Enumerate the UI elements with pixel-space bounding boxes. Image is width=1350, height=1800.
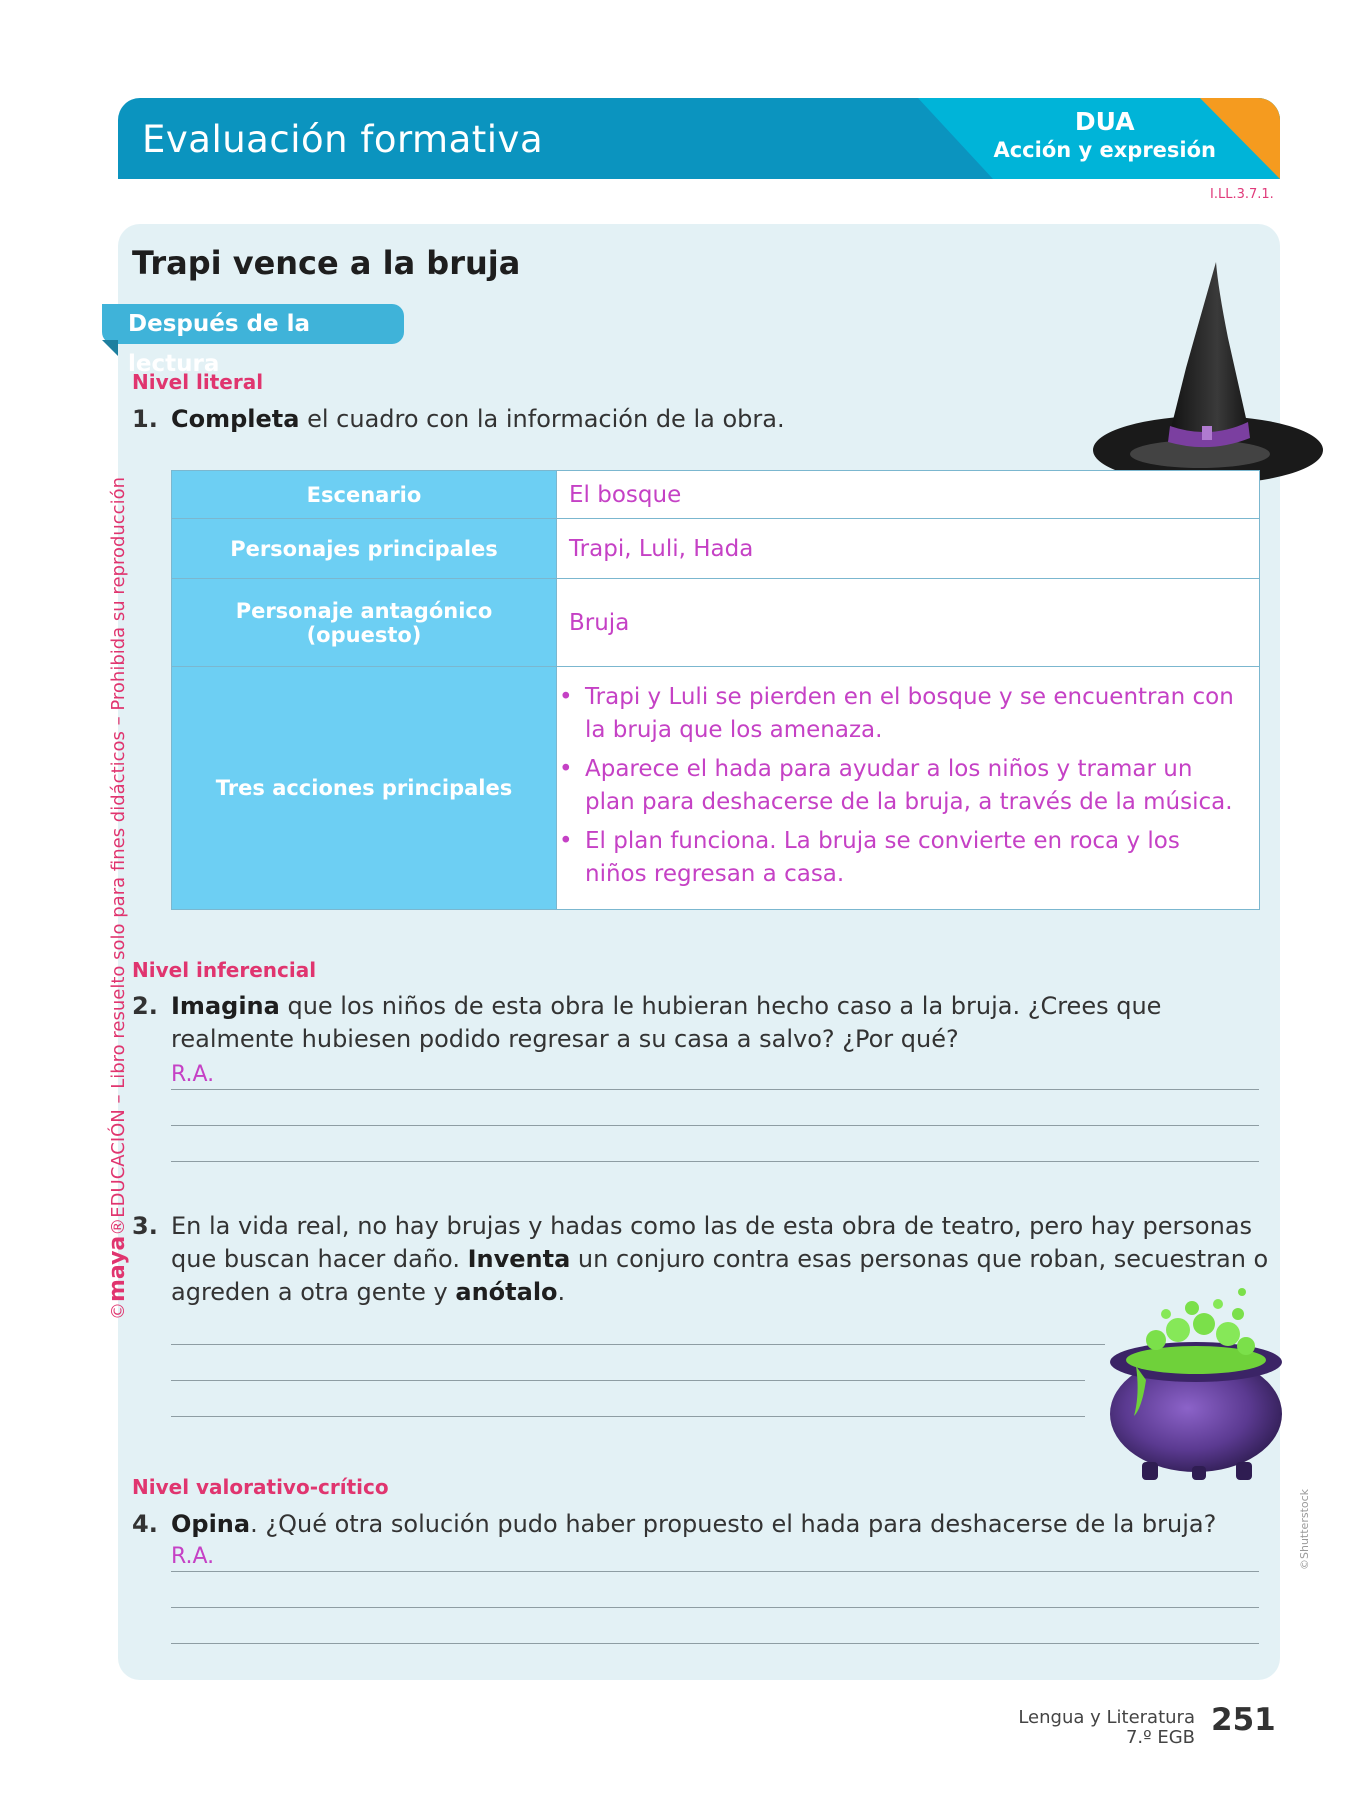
question-number: 3. (132, 1212, 158, 1240)
q4-answer[interactable]: R.A. (171, 1544, 215, 1569)
list-item: • Trapi y Luli se pierden en el bosque y se encuentran con la bruja que los amenaza. (585, 681, 1247, 747)
copyright-symbol: © (108, 1302, 129, 1320)
witch-hat-icon (1090, 258, 1330, 488)
level-inferencial: Nivel inferencial (132, 958, 317, 982)
q3-verb-2: anótalo (455, 1278, 558, 1306)
answer-line[interactable] (171, 1161, 1259, 1162)
page-title: Evaluación formativa (142, 118, 544, 161)
dua-subtitle: Acción y expresión (993, 138, 1216, 162)
question-number: 2. (132, 992, 158, 1020)
question-2 (132, 990, 1272, 1056)
answer-line[interactable] (171, 1643, 1259, 1644)
answer-antagonico[interactable]: Bruja (557, 579, 1260, 667)
answer-line[interactable] (171, 1416, 1085, 1417)
list-item: • El plan funciona. La bruja se convierte en roca y los niños regresan a casa. (585, 825, 1247, 891)
q4-verb: Opina (171, 1510, 251, 1538)
cauldron-icon (1096, 1284, 1310, 1484)
q2-text: que los niños de esta obra le hubieran hecho caso a la bruja. ¿Crees que realmente hubiesen podido regresar a su casa a salvo? ¿Por qué? (171, 992, 1162, 1053)
actions-list (557, 667, 1259, 909)
answer-line[interactable] (171, 1380, 1085, 1381)
q3-verb-1: Inventa (467, 1245, 571, 1273)
grade-label: 7.º EGB (1125, 1727, 1195, 1748)
answer-acciones[interactable] (557, 667, 1260, 910)
publisher-logo: maya (105, 1235, 130, 1302)
question-number: 4. (132, 1510, 158, 1538)
subject-name: Lengua y Literatura (1018, 1707, 1195, 1728)
answer-line[interactable] (171, 1125, 1259, 1126)
list-item: • Aparece el hada para ayudar a los niños y tramar un plan para deshacerse de la bruja, a través de la música. (585, 753, 1247, 819)
tab-fold (102, 340, 118, 356)
question-number: 1. (132, 405, 158, 433)
row-label-antagonico: Personaje antagónico (opuesto) (172, 579, 557, 667)
page-number: 251 (1211, 1702, 1276, 1738)
level-literal: Nivel literal (132, 370, 264, 394)
q3-text-2: un conjuro contra esas personas que roban, secuestran o agreden a otra gente y (171, 1245, 1269, 1306)
answer-escenario[interactable]: El bosque (557, 471, 1260, 519)
q3-text-3: . (557, 1278, 566, 1306)
dua-label (993, 108, 1216, 164)
section-tab: Después de la lectura (102, 304, 404, 344)
q2-verb: Imagina (171, 992, 280, 1020)
table-row (172, 519, 1260, 579)
info-table (171, 470, 1260, 910)
curriculum-code: I.LL.3.7.1. (1210, 187, 1274, 202)
answer-personajes[interactable]: Trapi, Luli, Hada (557, 519, 1260, 579)
q2-answer[interactable]: R.A. (171, 1062, 215, 1087)
activity-title: Trapi vence a la bruja (132, 244, 521, 282)
answer-line[interactable] (171, 1344, 1105, 1345)
dua-title: DUA (1074, 107, 1135, 136)
level-critico: Nivel valorativo-crítico (132, 1475, 389, 1499)
header-banner (118, 98, 1280, 179)
answer-line[interactable] (171, 1089, 1259, 1090)
side-copyright-note (105, 477, 130, 1320)
q1-text: el cuadro con la información de la obra. (299, 405, 785, 433)
q1-verb: Completa (171, 405, 300, 433)
question-1 (132, 403, 1232, 436)
table-row (172, 579, 1260, 667)
q4-text: . ¿Qué otra solución pudo haber propuesto el hada para deshacerse de la bruja? (250, 1510, 1217, 1538)
row-label-escenario: Escenario (172, 471, 557, 519)
table-row (172, 471, 1260, 519)
answer-line[interactable] (171, 1607, 1259, 1608)
footer-subject (1018, 1708, 1195, 1748)
row-label-acciones: Tres acciones principales (172, 667, 557, 910)
question-4 (132, 1508, 1272, 1541)
side-text: EDUCACIÓN – Libro resuelto solo para fines didácticos – Prohibida su reproducción (108, 476, 129, 1218)
q3-text-1: En la vida real, no hay brujas y hadas como las de esta obra de teatro, pero hay personas que buscan hacer daño. (171, 1212, 1253, 1273)
registered-mark: ® (108, 1217, 129, 1236)
table-row (172, 667, 1260, 910)
image-credit: ©Shutterstock (1298, 1488, 1311, 1570)
row-label-personajes: Personajes principales (172, 519, 557, 579)
answer-line[interactable] (171, 1571, 1259, 1572)
